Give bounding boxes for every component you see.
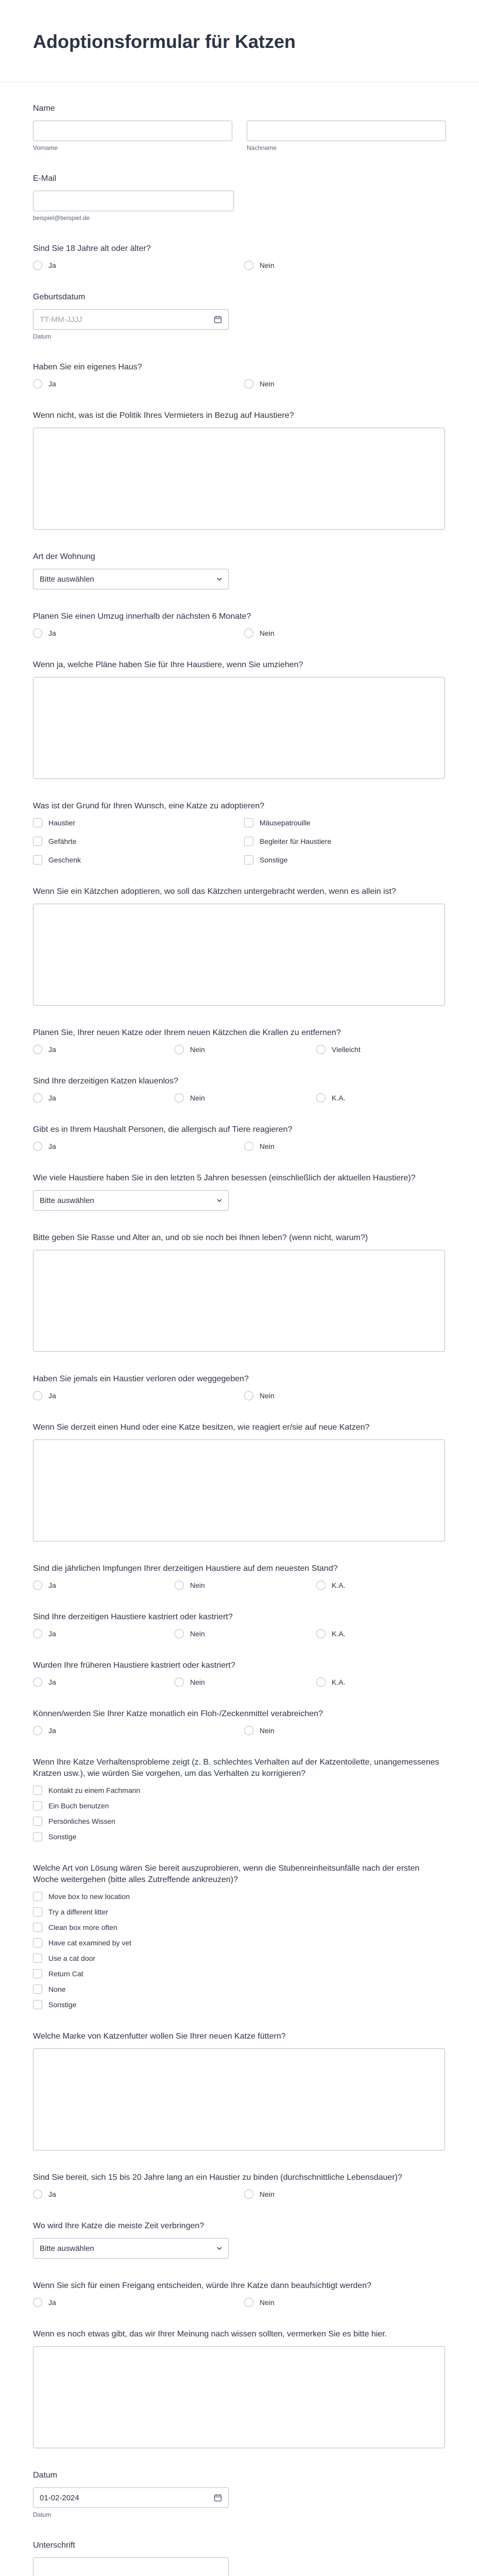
- vaccines-label: Sind die jährlichen Impfungen Ihrer derzeitigen Haustiere auf dem neuesten Stand?: [33, 1564, 338, 1573]
- radio-icon[interactable]: [33, 1581, 42, 1590]
- claws-label: Planen Sie, Ihrer neuen Katze oder Ihrem neuen Kätzchen die Krallen zu entfernen?: [33, 1028, 341, 1037]
- option-label: Try a different litter: [48, 1908, 108, 1916]
- other-textarea[interactable]: [33, 2346, 445, 2448]
- date-input[interactable]: [33, 2487, 229, 2508]
- option-label: Ja: [48, 2298, 56, 2307]
- solution-option[interactable]: [33, 1923, 244, 1932]
- age-label: Sind Sie 18 Jahre alt oder älter?: [33, 244, 151, 253]
- option-label: Ja: [48, 1094, 56, 1102]
- last-name-input[interactable]: [247, 121, 446, 141]
- breed-question: [33, 1232, 446, 1352]
- landlord-textarea[interactable]: [33, 428, 445, 530]
- reason-label: Was ist der Grund für Ihren Wunsch, eine Katze zu adoptieren?: [33, 802, 265, 810]
- age-question: [33, 243, 446, 270]
- other-question: [33, 2329, 446, 2448]
- behavior-question: [33, 1757, 446, 1841]
- landlord-label: Wenn nicht, was ist die Politik Ihres Vermieters in Bezug auf Haustiere?: [33, 411, 294, 420]
- checkbox-icon[interactable]: [33, 1832, 42, 1841]
- neutered-label: Sind Ihre derzeitigen Haustiere kastriert oder kastriert?: [33, 1613, 233, 1621]
- vaccines-option[interactable]: [33, 1581, 175, 1590]
- option-label: Gefährte: [48, 837, 77, 845]
- radio-icon[interactable]: [244, 1142, 253, 1151]
- select-value: Bitte auswählen: [40, 2244, 94, 2253]
- option-label: Haustier: [48, 819, 76, 827]
- commit-question: [33, 2172, 446, 2199]
- neutered-option[interactable]: [316, 1629, 458, 1638]
- option-label: Nein: [260, 1726, 275, 1735]
- name-question: [33, 103, 446, 151]
- radio-icon[interactable]: [316, 1629, 326, 1638]
- option-label: K.A.: [332, 1581, 346, 1589]
- option-label: Sonstige: [260, 856, 288, 864]
- option-label: Ja: [48, 2190, 56, 2198]
- behavior-option[interactable]: [33, 1817, 244, 1826]
- date-sublabel: Datum: [33, 2511, 52, 2518]
- breed-textarea[interactable]: [33, 1250, 445, 1352]
- vaccines-question: [33, 1563, 446, 1590]
- moving-label: Planen Sie einen Umzug innerhalb der nächsten 6 Monate?: [33, 612, 251, 621]
- radio-icon[interactable]: [33, 2298, 42, 2307]
- option-label: K.A.: [332, 1094, 346, 1102]
- form-body: [0, 82, 479, 2576]
- date-question: [33, 2470, 446, 2518]
- radio-icon[interactable]: [244, 1391, 253, 1400]
- behavior-option[interactable]: [33, 1786, 244, 1795]
- option-label: Return Cat: [48, 1970, 83, 1978]
- pets-count-label: Wie viele Haustiere haben Sie in den letzten 5 Jahren besessen (einschließlich der aktuellen Haustiere)?: [33, 1174, 416, 1182]
- pets-count-question: [33, 1173, 446, 1211]
- option-label: Ja: [48, 380, 56, 388]
- signature-question: [33, 2540, 446, 2576]
- food-label: Welche Marke von Katzenfutter wollen Sie Ihrer neuen Katze füttern?: [33, 2032, 286, 2041]
- moving-plans-textarea[interactable]: [33, 677, 445, 779]
- radio-icon[interactable]: [33, 1677, 42, 1687]
- option-label: Sonstige: [48, 2001, 77, 2009]
- option-label: Sonstige: [48, 1833, 77, 1841]
- radio-icon[interactable]: [244, 1726, 253, 1735]
- radio-icon[interactable]: [33, 261, 42, 270]
- email-sublabel: beispiel@beispiel.de: [33, 214, 90, 222]
- checkbox-icon[interactable]: [33, 1969, 42, 1978]
- house-option-yes[interactable]: [33, 379, 244, 388]
- checkbox-icon[interactable]: [33, 2000, 42, 2009]
- option-label: Ja: [48, 1392, 56, 1400]
- radio-icon[interactable]: [33, 1045, 42, 1054]
- house-label: Haben Sie ein eigenes Haus?: [33, 363, 142, 371]
- option-label: Nein: [260, 629, 275, 637]
- radio-icon[interactable]: [33, 1093, 42, 1103]
- solution-option[interactable]: [33, 2000, 244, 2009]
- claws-question: [33, 1027, 446, 1054]
- declawed-question: [33, 1076, 446, 1103]
- allergic-option-yes[interactable]: [33, 1142, 244, 1151]
- email-input[interactable]: [33, 191, 234, 211]
- radio-icon[interactable]: [175, 1093, 184, 1103]
- option-label: Ja: [48, 1630, 56, 1638]
- residence-select[interactable]: [33, 569, 229, 589]
- first-name-input[interactable]: [33, 121, 232, 141]
- reason-question: [33, 801, 446, 865]
- chevron-down-icon: [217, 2247, 222, 2250]
- form-title: Adoptionsformular für Katzen: [33, 31, 296, 52]
- date-label: Datum: [33, 2471, 58, 2480]
- option-label: Begleiter für Haustiere: [260, 837, 332, 845]
- radio-icon[interactable]: [316, 1045, 326, 1054]
- residence-label: Art der Wohnung: [33, 552, 95, 561]
- flea-option-yes[interactable]: [33, 1726, 244, 1735]
- solution-option[interactable]: [33, 1907, 244, 1917]
- email-question: [33, 173, 446, 222]
- solution-option[interactable]: [33, 1954, 244, 1963]
- first-name-sublabel: Vorname: [33, 144, 58, 151]
- option-label: Nein: [260, 380, 275, 388]
- checkbox-icon[interactable]: [33, 818, 42, 827]
- birthdate-label: Geburtsdatum: [33, 293, 85, 301]
- solution-option[interactable]: [33, 1969, 244, 1978]
- chevron-down-icon: [217, 1199, 222, 1202]
- option-label: Ja: [48, 1678, 56, 1686]
- checkbox-icon[interactable]: [33, 837, 42, 846]
- calendar-icon[interactable]: [214, 315, 222, 324]
- date-value: 01-02-2024: [40, 2493, 79, 2502]
- house-option-no[interactable]: [244, 379, 455, 388]
- checkbox-icon[interactable]: [33, 1923, 42, 1932]
- radio-icon[interactable]: [33, 1391, 42, 1400]
- name-label: Name: [33, 104, 55, 113]
- checkbox-icon[interactable]: [244, 837, 253, 846]
- checkbox-icon[interactable]: [33, 1817, 42, 1826]
- option-label: Ja: [48, 1726, 56, 1735]
- birthdate-placeholder: TT-MM-JJJJ: [40, 315, 82, 324]
- checkbox-icon[interactable]: [244, 855, 253, 865]
- email-label: E-Mail: [33, 174, 57, 183]
- radio-icon[interactable]: [175, 1045, 184, 1054]
- radio-icon[interactable]: [244, 2190, 253, 2199]
- checkbox-icon[interactable]: [33, 1985, 42, 1994]
- calendar-icon[interactable]: [214, 2494, 222, 2502]
- commit-option-yes[interactable]: [33, 2190, 244, 2199]
- checkbox-icon[interactable]: [33, 1954, 42, 1963]
- radio-icon[interactable]: [316, 1677, 326, 1687]
- checkbox-icon[interactable]: [33, 1892, 42, 1901]
- radio-icon[interactable]: [175, 1677, 184, 1687]
- past-neutered-option[interactable]: [175, 1677, 316, 1687]
- radio-icon[interactable]: [175, 1629, 184, 1638]
- birthdate-question: [33, 292, 446, 340]
- food-textarea[interactable]: [33, 2048, 445, 2150]
- radio-icon[interactable]: [316, 1581, 326, 1590]
- reason-option[interactable]: [244, 855, 455, 865]
- residence-question: [33, 551, 446, 589]
- alone-textarea[interactable]: [33, 904, 445, 1006]
- lost-question: [33, 1374, 446, 1400]
- checkbox-icon[interactable]: [33, 855, 42, 865]
- radio-icon[interactable]: [33, 629, 42, 638]
- option-label: Kontakt zu einem Fachmann: [48, 1786, 141, 1794]
- option-label: Nein: [260, 1142, 275, 1150]
- allergic-label: Gibt es in Ihrem Haushalt Personen, die allergisch auf Tiere reagieren?: [33, 1125, 293, 1134]
- food-question: [33, 2031, 446, 2150]
- radio-icon[interactable]: [244, 2298, 253, 2307]
- neutered-option[interactable]: [175, 1629, 316, 1638]
- solution-option[interactable]: [33, 1985, 244, 1994]
- option-label: Nein: [260, 2190, 275, 2198]
- moving-plans-question: [33, 659, 446, 779]
- reason-option[interactable]: [33, 855, 244, 865]
- past-neutered-option[interactable]: [33, 1677, 175, 1687]
- solution-option[interactable]: [33, 1892, 244, 1901]
- form-header: [0, 0, 479, 82]
- breed-label: Bitte geben Sie Rasse und Alter an, und ob sie noch bei Ihnen leben? (wenn nicht, warum?): [33, 1233, 368, 1242]
- radio-icon[interactable]: [244, 379, 253, 388]
- outdoor-question: [33, 2280, 446, 2307]
- option-label: Ein Buch benutzen: [48, 1802, 109, 1810]
- radio-icon[interactable]: [244, 629, 253, 638]
- option-label: Nein: [260, 261, 275, 269]
- option-label: Nein: [190, 1630, 205, 1638]
- allergic-question: [33, 1124, 446, 1151]
- lost-option-no[interactable]: [244, 1391, 455, 1400]
- moving-option-no[interactable]: [244, 629, 455, 638]
- landlord-question: [33, 410, 446, 530]
- solution-option[interactable]: [33, 1938, 244, 1947]
- commit-option-no[interactable]: [244, 2190, 455, 2199]
- reason-option[interactable]: [244, 837, 455, 846]
- behavior-option[interactable]: [33, 1801, 244, 1810]
- dog-question: [33, 1422, 446, 1541]
- allergic-option-no[interactable]: [244, 1142, 455, 1151]
- house-question: [33, 362, 446, 388]
- option-label: Ja: [48, 1581, 56, 1589]
- option-label: Mäusepatrouille: [260, 819, 311, 827]
- option-label: K.A.: [332, 1678, 346, 1686]
- option-label: Ja: [48, 629, 56, 637]
- option-label: Ja: [48, 1142, 56, 1150]
- declawed-label: Sind Ihre derzeitigen Katzen klauenlos?: [33, 1077, 178, 1086]
- option-label: Nein: [190, 1094, 205, 1102]
- claws-option[interactable]: [316, 1045, 458, 1054]
- commit-label: Sind Sie bereit, sich 15 bis 20 Jahre lang an ein Haustier zu binden (durchschnittliche Lebensdauer)?: [33, 2173, 402, 2182]
- checkbox-icon[interactable]: [33, 1907, 42, 1917]
- reason-option[interactable]: [33, 818, 244, 827]
- radio-icon[interactable]: [316, 1093, 326, 1103]
- neutered-question: [33, 1612, 446, 1638]
- flea-label: Können/werden Sie Ihrer Katze monatlich ein Floh-/Zeckenmittel verabreichen?: [33, 1709, 323, 1718]
- lost-label: Haben Sie jemals ein Haustier verloren oder weggegeben?: [33, 1375, 249, 1383]
- option-label: Use a cat door: [48, 1954, 96, 1962]
- solution-label: Welche Art von Lösung wären Sie bereit auszuprobieren, wenn die Stubenreinheitsunfälle nach der ersten Woche weitergehen (bitte alles Zutreffende ankreuzen)?: [33, 1864, 420, 1884]
- flea-option-no[interactable]: [244, 1726, 455, 1735]
- option-label: Move box to new location: [48, 1892, 130, 1901]
- option-label: Persönliches Wissen: [48, 1817, 115, 1825]
- checkbox-icon[interactable]: [33, 1938, 42, 1947]
- outdoor-option-yes[interactable]: [33, 2298, 244, 2307]
- alone-label: Wenn Sie ein Kätzchen adoptieren, wo soll das Kätzchen untergebracht werden, wenn es allein ist?: [33, 887, 397, 896]
- moving-question: [33, 611, 446, 638]
- option-label: Nein: [260, 1392, 275, 1400]
- reason-option[interactable]: [33, 837, 244, 846]
- signature-label: Unterschrift: [33, 2541, 75, 2550]
- option-label: K.A.: [332, 1630, 346, 1638]
- radio-icon[interactable]: [33, 1726, 42, 1735]
- select-value: Bitte auswählen: [40, 574, 94, 584]
- declawed-option[interactable]: [316, 1093, 458, 1103]
- dog-textarea[interactable]: [33, 1439, 445, 1541]
- option-label: Clean box more often: [48, 1923, 117, 1931]
- outdoor-label: Wenn Sie sich für einen Freigang entscheiden, würde Ihre Katze dann beaufsichtigt werden?: [33, 2281, 371, 2290]
- claws-option[interactable]: [33, 1045, 175, 1054]
- behavior-label: Wenn Ihre Katze Verhaltensprobleme zeigt (z. B. schlechtes Verhalten auf der Katzentoilette, unangemessenes Kratzen usw.), wie würden Sie vorgehen, um das Verhalten zu korrigieren?: [33, 1758, 439, 1778]
- moving-option-yes[interactable]: [33, 629, 244, 638]
- last-name-sublabel: Nachname: [247, 144, 277, 151]
- radio-icon[interactable]: [33, 2190, 42, 2199]
- past-neutered-label: Wurden Ihre früheren Haustiere kastriert oder kastriert?: [33, 1661, 235, 1670]
- behavior-option[interactable]: [33, 1832, 244, 1841]
- option-label: Nein: [190, 1045, 205, 1054]
- flea-question: [33, 1708, 446, 1735]
- birthdate-input[interactable]: [33, 309, 229, 330]
- radio-icon[interactable]: [33, 1142, 42, 1151]
- option-label: Geschenk: [48, 856, 81, 864]
- option-label: Nein: [190, 1581, 205, 1589]
- option-label: None: [48, 1985, 66, 1993]
- radio-icon[interactable]: [33, 1629, 42, 1638]
- age-option-yes[interactable]: [33, 261, 244, 270]
- radio-icon[interactable]: [175, 1581, 184, 1590]
- option-label: Have cat examined by vet: [48, 1939, 132, 1947]
- chevron-down-icon: [217, 578, 222, 581]
- pets-count-select[interactable]: [33, 1190, 229, 1211]
- declawed-option[interactable]: [175, 1093, 316, 1103]
- declawed-option[interactable]: [33, 1093, 175, 1103]
- time-question: [33, 2221, 446, 2259]
- other-label: Wenn es noch etwas gibt, das wir Ihrer Meinung nach wissen sollten, vermerken Sie es bitte hier.: [33, 2330, 387, 2338]
- time-select[interactable]: [33, 2238, 229, 2259]
- vaccines-option[interactable]: [316, 1581, 458, 1590]
- option-label: Ja: [48, 261, 56, 269]
- moving-plans-label: Wenn ja, welche Pläne haben Sie für Ihre Haustiere, wenn Sie umziehen?: [33, 660, 303, 669]
- past-neutered-option[interactable]: [316, 1677, 458, 1687]
- neutered-option[interactable]: [33, 1629, 175, 1638]
- age-option-no[interactable]: [244, 261, 455, 270]
- solution-question: [33, 1863, 446, 2009]
- select-value: Bitte auswählen: [40, 1196, 94, 1205]
- claws-option[interactable]: [175, 1045, 316, 1054]
- checkbox-icon[interactable]: [33, 1801, 42, 1810]
- checkbox-icon[interactable]: [244, 818, 253, 827]
- radio-icon[interactable]: [33, 379, 42, 388]
- radio-icon[interactable]: [244, 261, 253, 270]
- checkbox-icon[interactable]: [33, 1786, 42, 1795]
- option-label: Nein: [260, 2298, 275, 2307]
- option-label: Nein: [190, 1678, 205, 1686]
- alone-question: [33, 886, 446, 1006]
- dog-label: Wenn Sie derzeit einen Hund oder eine Katze besitzen, wie reagiert er/sie auf neue Katzen?: [33, 1423, 370, 1432]
- vaccines-option[interactable]: [175, 1581, 316, 1590]
- birthdate-sublabel: Datum: [33, 333, 52, 340]
- reason-option[interactable]: [244, 818, 455, 827]
- outdoor-option-no[interactable]: [244, 2298, 455, 2307]
- signature-pad[interactable]: [33, 2557, 229, 2576]
- past-neutered-question: [33, 1660, 446, 1687]
- option-label: Ja: [48, 1045, 56, 1054]
- time-label: Wo wird Ihre Katze die meiste Zeit verbringen?: [33, 2222, 204, 2230]
- lost-option-yes[interactable]: [33, 1391, 244, 1400]
- option-label: Vielleicht: [332, 1045, 361, 1054]
